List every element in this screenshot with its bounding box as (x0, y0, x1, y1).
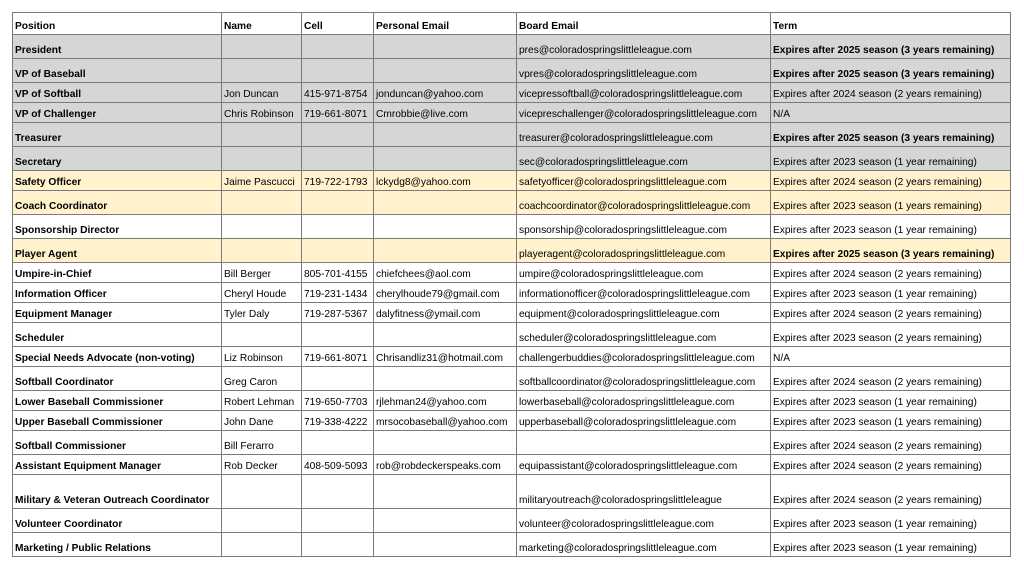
personal-email-cell: Cmrobbie@live.com (374, 103, 517, 123)
board-email-cell: equipassistant@coloradospringslittleleague.com (517, 455, 771, 475)
position-cell: Player Agent (13, 239, 222, 263)
personal-email-cell: dalyfitness@ymail.com (374, 303, 517, 323)
personal-email-cell (374, 147, 517, 171)
board-email-cell: informationofficer@coloradospringslittleleague.com (517, 283, 771, 303)
position-cell: Secretary (13, 147, 222, 171)
phone-cell: 719-661-8071 (302, 347, 374, 367)
term-cell: Expires after 2025 season (3 years remaining) (771, 59, 1011, 83)
personal-email-cell (374, 431, 517, 455)
board-email-cell: playeragent@coloradospringslittleleague.com (517, 239, 771, 263)
name-cell: John Dane (222, 411, 302, 431)
board-email-cell: equipment@coloradospringslittleleague.com (517, 303, 771, 323)
position-cell: Volunteer Coordinator (13, 509, 222, 533)
term-cell: Expires after 2025 season (3 years remaining) (771, 239, 1011, 263)
board-email-cell: upperbaseball@coloradospringslittleleague.com (517, 411, 771, 431)
position-cell: Safety Officer (13, 171, 222, 191)
position-cell: Scheduler (13, 323, 222, 347)
personal-email-cell (374, 215, 517, 239)
position-cell: Sponsorship Director (13, 215, 222, 239)
name-cell (222, 323, 302, 347)
position-cell: VP of Softball (13, 83, 222, 103)
board-roster-table (12, 12, 1011, 557)
phone-cell: 719-231-1434 (302, 283, 374, 303)
term-cell: Expires after 2024 season (2 years remaining) (771, 455, 1011, 475)
phone-cell (302, 239, 374, 263)
term-cell: Expires after 2024 season (2 years remaining) (771, 83, 1011, 103)
position-cell: Upper Baseball Commissioner (13, 411, 222, 431)
table-row (13, 171, 1011, 191)
phone-cell: 719-661-8071 (302, 103, 374, 123)
phone-cell (302, 123, 374, 147)
term-cell: Expires after 2023 season (1 year remaining) (771, 391, 1011, 411)
board-email-cell: umpire@coloradospringslittleleague.com (517, 263, 771, 283)
position-cell: Assistant Equipment Manager (13, 455, 222, 475)
phone-cell (302, 35, 374, 59)
phone-cell (302, 59, 374, 83)
name-cell: Robert Lehman (222, 391, 302, 411)
name-cell: Liz Robinson (222, 347, 302, 367)
table-row (13, 239, 1011, 263)
name-cell: Bill Ferarro (222, 431, 302, 455)
personal-email-cell: cherylhoude79@gmail.com (374, 283, 517, 303)
board-email-cell: coachcoordinator@coloradospringslittleleague.com (517, 191, 771, 215)
table-row (13, 103, 1011, 123)
term-cell: Expires after 2024 season (2 years remaining) (771, 263, 1011, 283)
name-cell (222, 475, 302, 509)
personal-email-cell (374, 367, 517, 391)
position-cell: Information Officer (13, 283, 222, 303)
position-cell: VP of Baseball (13, 59, 222, 83)
board-email-cell: safetyofficer@coloradospringslittleleague.com (517, 171, 771, 191)
table-row (13, 303, 1011, 323)
position-cell: Special Needs Advocate (non-voting) (13, 347, 222, 367)
personal-email-cell (374, 509, 517, 533)
term-cell: Expires after 2023 season (1 years remaining) (771, 411, 1011, 431)
position-cell: Softball Commissioner (13, 431, 222, 455)
personal-email-cell (374, 239, 517, 263)
personal-email-cell: rjlehman24@yahoo.com (374, 391, 517, 411)
position-cell: Softball Coordinator (13, 367, 222, 391)
table-row (13, 35, 1011, 59)
name-cell (222, 123, 302, 147)
term-cell: N/A (771, 347, 1011, 367)
phone-cell (302, 509, 374, 533)
name-cell: Bill Berger (222, 263, 302, 283)
personal-email-cell: chiefchees@aol.com (374, 263, 517, 283)
table-row (13, 347, 1011, 367)
header-row (13, 13, 1011, 35)
header-cell: Cell (302, 13, 374, 35)
name-cell (222, 239, 302, 263)
board-email-cell: treasurer@coloradospringslittleleague.com (517, 123, 771, 147)
personal-email-cell: rob@robdeckerspeaks.com (374, 455, 517, 475)
header-name: Name (222, 13, 302, 35)
board-email-cell: vicepreschallenger@coloradospringslittleleague.com (517, 103, 771, 123)
phone-cell (302, 367, 374, 391)
board-email-cell: vpres@coloradospringslittleleague.com (517, 59, 771, 83)
board-email-cell: marketing@coloradospringslittleleague.com (517, 533, 771, 557)
table-row (13, 191, 1011, 215)
board-email-cell: pres@coloradospringslittleleague.com (517, 35, 771, 59)
personal-email-cell: jonduncan@yahoo.com (374, 83, 517, 103)
position-cell: Umpire-in-Chief (13, 263, 222, 283)
name-cell (222, 59, 302, 83)
name-cell (222, 147, 302, 171)
personal-email-cell (374, 533, 517, 557)
board-email-cell: challengerbuddies@coloradospringslittleleague.com (517, 347, 771, 367)
board-email-cell: militaryoutreach@coloradospringslittleleague (517, 475, 771, 509)
personal-email-cell: Chrisandliz31@hotmail.com (374, 347, 517, 367)
name-cell: Cheryl Houde (222, 283, 302, 303)
term-cell: Expires after 2023 season (2 years remaining) (771, 323, 1011, 347)
position-cell: President (13, 35, 222, 59)
phone-cell: 408-509-5093 (302, 455, 374, 475)
term-cell: Expires after 2023 season (1 year remaining) (771, 509, 1011, 533)
position-cell: Lower Baseball Commissioner (13, 391, 222, 411)
term-cell: Expires after 2024 season (2 years remaining) (771, 303, 1011, 323)
table-row (13, 215, 1011, 239)
personal-email-cell: lckydg8@yahoo.com (374, 171, 517, 191)
phone-cell: 415-971-8754 (302, 83, 374, 103)
name-cell (222, 35, 302, 59)
position-cell: VP of Challenger (13, 103, 222, 123)
phone-cell (302, 323, 374, 347)
name-cell (222, 509, 302, 533)
name-cell (222, 191, 302, 215)
board-email-cell: lowerbaseball@coloradospringslittleleague.com (517, 391, 771, 411)
term-cell: Expires after 2023 season (1 year remaining) (771, 147, 1011, 171)
personal-email-cell: mrsocobaseball@yahoo.com (374, 411, 517, 431)
table-row (13, 147, 1011, 171)
name-cell: Chris Robinson (222, 103, 302, 123)
board-email-cell (517, 431, 771, 455)
header-position: Position (13, 13, 222, 35)
position-cell: Marketing / Public Relations (13, 533, 222, 557)
phone-cell (302, 533, 374, 557)
table-row (13, 475, 1011, 509)
board-email-cell: vicepressoftball@coloradospringslittleleague.com (517, 83, 771, 103)
phone-cell: 805-701-4155 (302, 263, 374, 283)
name-cell: Rob Decker (222, 455, 302, 475)
phone-cell: 719-287-5367 (302, 303, 374, 323)
term-cell: Expires after 2023 season (1 years remaining) (771, 191, 1011, 215)
board-email-cell: volunteer@coloradospringslittleleague.com (517, 509, 771, 533)
table-row (13, 391, 1011, 411)
term-cell: Expires after 2025 season (3 years remaining) (771, 35, 1011, 59)
name-cell: Jaime Pascucci (222, 171, 302, 191)
name-cell: Greg Caron (222, 367, 302, 391)
header-board-email: Board Email (517, 13, 771, 35)
table-row (13, 367, 1011, 391)
position-cell: Equipment Manager (13, 303, 222, 323)
term-cell: Expires after 2025 season (3 years remaining) (771, 123, 1011, 147)
table-row (13, 59, 1011, 83)
name-cell: Jon Duncan (222, 83, 302, 103)
table-row (13, 455, 1011, 475)
phone-cell (302, 147, 374, 171)
personal-email-cell (374, 323, 517, 347)
board-email-cell: sec@coloradospringslittleleague.com (517, 147, 771, 171)
name-cell: Tyler Daly (222, 303, 302, 323)
board-email-cell: scheduler@coloradospringslittleleague.com (517, 323, 771, 347)
personal-email-cell (374, 191, 517, 215)
position-cell: Treasurer (13, 123, 222, 147)
name-cell (222, 533, 302, 557)
phone-cell (302, 431, 374, 455)
term-cell: Expires after 2023 season (1 year remaining) (771, 533, 1011, 557)
phone-cell: 719-722-1793 (302, 171, 374, 191)
table-row (13, 123, 1011, 147)
personal-email-cell (374, 35, 517, 59)
header-term: Term (771, 13, 1011, 35)
table-row (13, 263, 1011, 283)
phone-cell (302, 215, 374, 239)
phone-cell: 719-650-7703 (302, 391, 374, 411)
table-row (13, 411, 1011, 431)
table-row (13, 83, 1011, 103)
name-cell (222, 215, 302, 239)
personal-email-cell (374, 475, 517, 509)
personal-email-cell (374, 123, 517, 147)
position-cell: Coach Coordinator (13, 191, 222, 215)
term-cell: Expires after 2024 season (2 years remaining) (771, 367, 1011, 391)
board-email-cell: softballcoordinator@coloradospringslittleleague.com (517, 367, 771, 391)
table-row (13, 283, 1011, 303)
phone-cell (302, 191, 374, 215)
position-cell: Military & Veteran Outreach Coordinator (13, 475, 222, 509)
table-row (13, 431, 1011, 455)
table-row (13, 509, 1011, 533)
phone-cell: 719-338-4222 (302, 411, 374, 431)
term-cell: Expires after 2023 season (1 year remaining) (771, 215, 1011, 239)
board-email-cell: sponsorship@coloradospringslittleleague.com (517, 215, 771, 239)
table-row (13, 533, 1011, 557)
term-cell: Expires after 2023 season (1 year remaining) (771, 283, 1011, 303)
term-cell: Expires after 2024 season (2 years remaining) (771, 431, 1011, 455)
term-cell: Expires after 2024 season (2 years remaining) (771, 171, 1011, 191)
phone-cell (302, 475, 374, 509)
term-cell: N/A (771, 103, 1011, 123)
term-cell: Expires after 2024 season (2 years remaining) (771, 475, 1011, 509)
table-row (13, 323, 1011, 347)
header-personal-email: Personal Email (374, 13, 517, 35)
personal-email-cell (374, 59, 517, 83)
